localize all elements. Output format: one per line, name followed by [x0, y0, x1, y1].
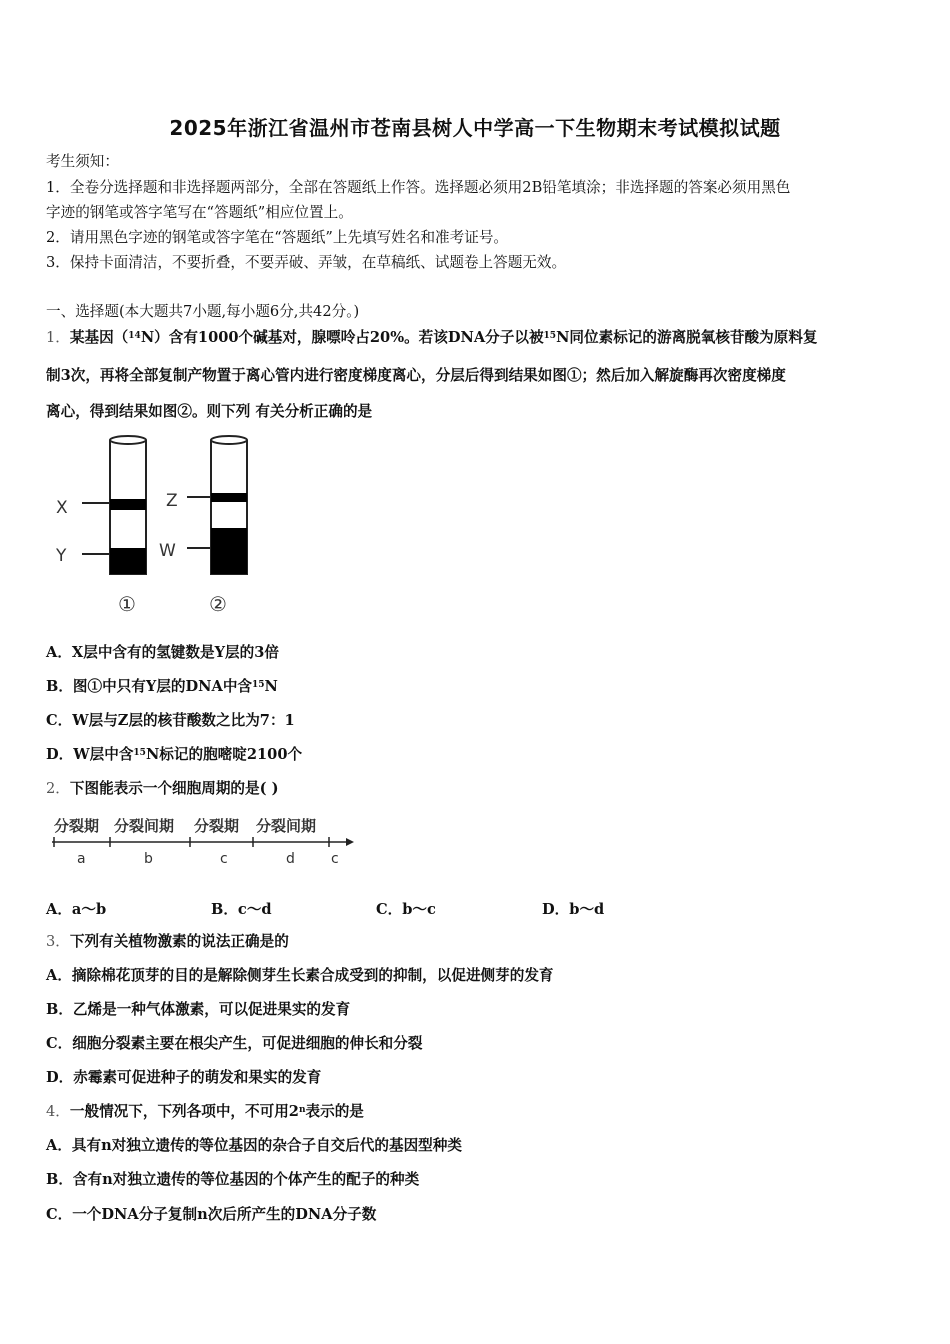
- q3-option-c[interactable]: C．细胞分裂素主要在根尖产生，可促进细胞的伸长和分裂: [46, 1035, 423, 1052]
- label-w: W: [159, 541, 176, 561]
- notice-item-3: 3．保持卡面清洁，不要折叠，不要弄破、弄皱，在草稿纸、试题卷上答题无效。: [46, 254, 567, 271]
- tube-2-band-w: [211, 528, 247, 574]
- q1-option-c[interactable]: C．W层与Z层的核苷酸数之比为7：1: [46, 712, 295, 729]
- tube-1: [55, 436, 146, 616]
- tube-2-band-z: [211, 493, 247, 502]
- notice-item-2: 2．请用黑色字迹的钢笔或答字笔在“答题纸”上先填写姓名和准考证号。: [46, 229, 509, 246]
- q4-stem: 4．一般情况下，下列各项中，不可用2$^n$表示的是: [46, 1103, 364, 1120]
- q1-stem-line2: 制3次，再将全部复制产物置于离心管内进行密度梯度离心，分层后得到结果如图①；然后加入解旋酶再次密度梯度: [46, 367, 786, 384]
- phase-label-2: 分裂间期: [114, 817, 175, 835]
- section-heading: 一、选择题(本大题共7小题,每小题6分,共42分。): [46, 303, 360, 320]
- q3-option-a[interactable]: A．摘除棉花顶芽的目的是解除侧芽生长素合成受到的抑制，以促进侧芽的发育: [46, 967, 554, 984]
- q2-number: 2．: [46, 780, 70, 797]
- phase-label-4: 分裂间期: [256, 817, 317, 835]
- notice-item-1-cont: 字迹的钢笔或答字笔写在“答题纸”相应位置上。: [46, 204, 353, 221]
- tube-1-band-y: [110, 548, 146, 574]
- label-y: Y: [56, 546, 67, 566]
- label-z: Z: [166, 491, 178, 511]
- point-b: b: [144, 851, 153, 867]
- q2-stem: 2．下图能表示一个细胞周期的是( ): [46, 780, 279, 797]
- q1-stem-line3: 离心，得到结果如图②。则下列 有关分析正确的是: [46, 403, 373, 420]
- q4-option-a[interactable]: A．具有n对独立遗传的等位基因的杂合子自交后代的基因型种类: [46, 1137, 462, 1154]
- q1-number: 1．: [46, 329, 70, 346]
- q1-option-d[interactable]: D．W层中含$^{15}$N标记的胞嘧啶2100个: [46, 746, 303, 763]
- q2-option-d[interactable]: D．b～d: [542, 901, 605, 918]
- q4-option-b[interactable]: B．含有n对独立遗传的等位基因的个体产生的配子的种类: [46, 1171, 420, 1188]
- q1-option-b[interactable]: B．图①中只有Y层的DNA中含$^{15}$N: [46, 678, 278, 695]
- phase-label-3: 分裂期: [194, 817, 240, 835]
- point-c: c: [220, 851, 228, 867]
- q3-number: 3．: [46, 933, 70, 950]
- label-x: X: [56, 498, 68, 518]
- timeline-arrow: [346, 838, 354, 846]
- tube-1-label: ①: [118, 592, 136, 616]
- exam-title: 2025年浙江省温州市苍南县树人中学高一下生物期末考试模拟试题: [169, 116, 781, 140]
- q1-centrifuge-figure: [46, 430, 266, 620]
- q2-option-a[interactable]: A．a～b: [46, 901, 107, 918]
- q3-option-d[interactable]: D．赤霉素可促进种子的萌发和果实的发育: [46, 1069, 322, 1086]
- phase-label-1: 分裂期: [54, 817, 100, 835]
- q1-stem-line1: 1．某基因（$^{14}$N）含有1000个碱基对，腺嘌呤占20%。若该DNA分子以被$^{15}$N同位素标记的游离脱氧核苷酸为原料复: [46, 329, 818, 346]
- q1-option-a[interactable]: A．X层中含有的氢键数是Y层的3倍: [46, 644, 279, 661]
- tube-2-label: ②: [209, 592, 227, 616]
- q2-cell-cycle-diagram: [46, 810, 366, 870]
- notice-item-1: 1．全卷分选择题和非选择题两部分，全部在答题纸上作答。选择题必须用2B铅笔填涂；非选择题的答案必须用黑色: [46, 179, 791, 196]
- q2-option-c[interactable]: C．b～c: [376, 901, 436, 918]
- tube-2: [159, 436, 247, 616]
- tube-1-band-x: [110, 499, 146, 510]
- q4-number: 4．: [46, 1103, 70, 1120]
- notice-heading: 考生须知：: [46, 153, 119, 170]
- point-d: d: [286, 851, 295, 867]
- q2-option-b[interactable]: B．c～d: [211, 901, 272, 918]
- q3-option-b[interactable]: B．乙烯是一种气体激素，可以促进果实的发育: [46, 1001, 351, 1018]
- point-c-end: c: [331, 851, 339, 867]
- q3-stem: 3．下列有关植物激素的说法正确是的: [46, 933, 289, 950]
- point-a: a: [77, 851, 86, 867]
- q4-option-c[interactable]: C．一个DNA分子复制n次后所产生的DNA分子数: [46, 1206, 377, 1223]
